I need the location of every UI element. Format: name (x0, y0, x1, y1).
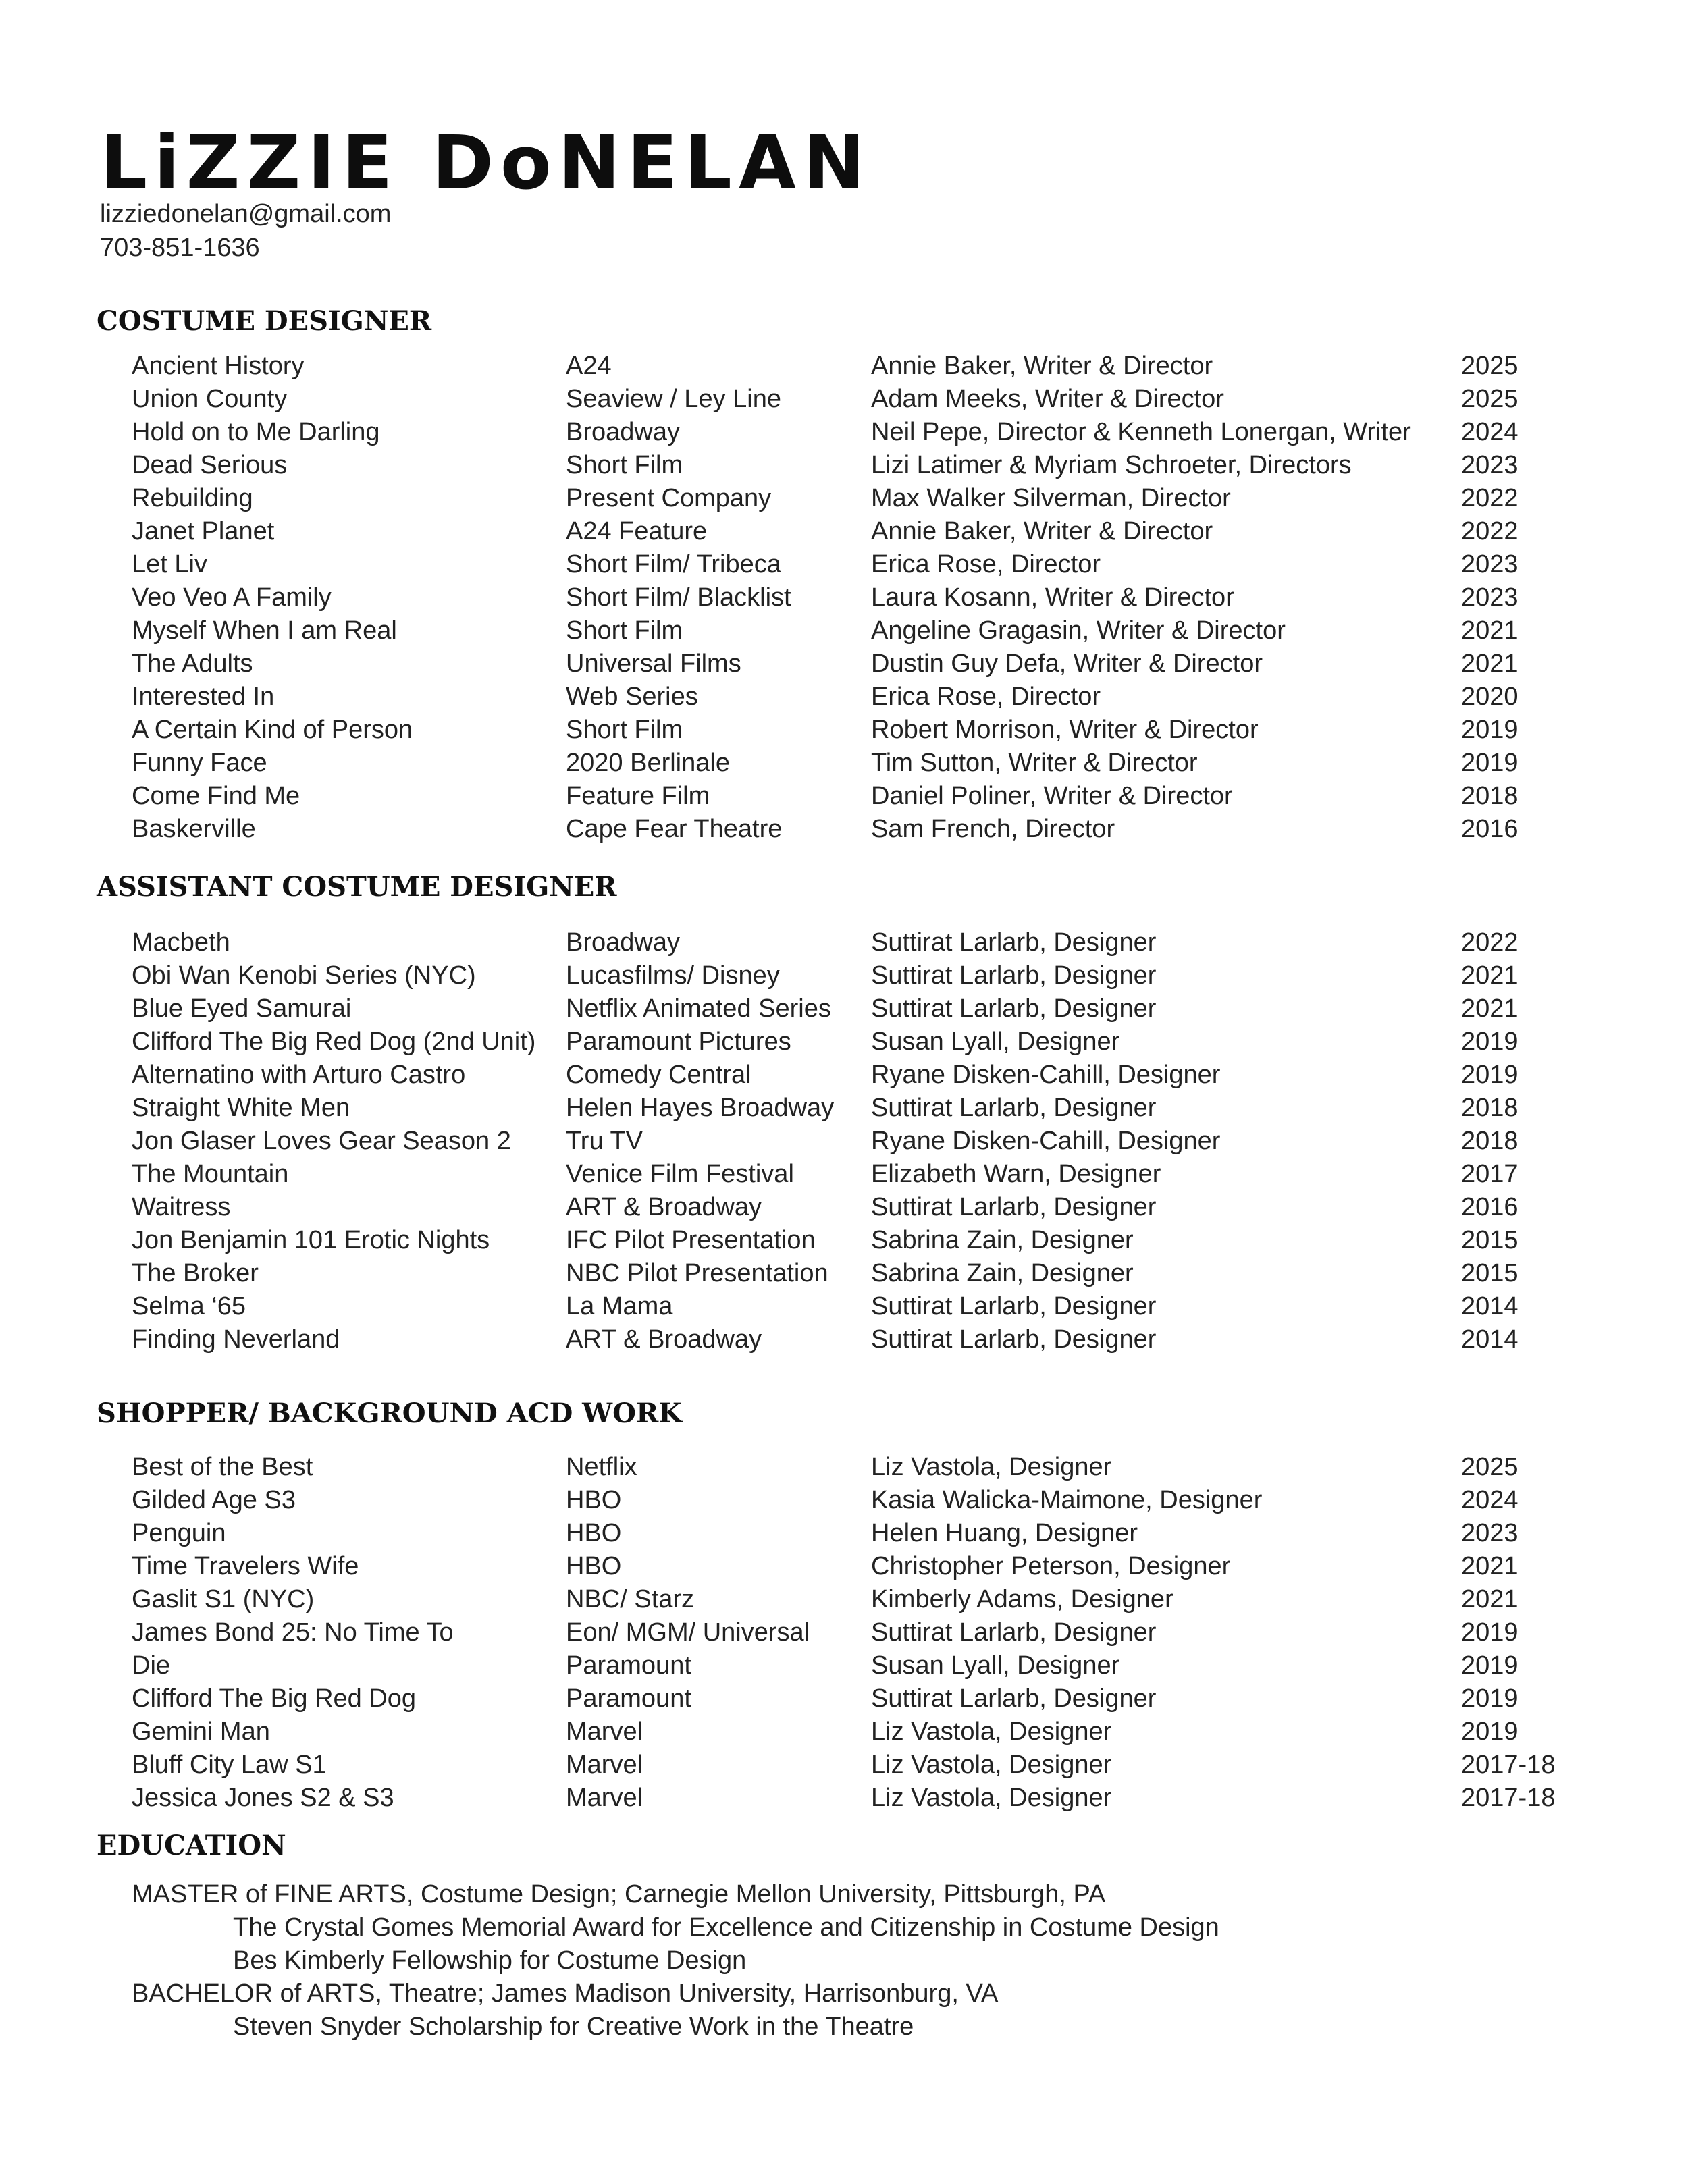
credit-year: 2025 (1461, 1453, 1519, 1481)
credit-year: 2019 (1461, 1684, 1519, 1713)
education-mfa: MASTER of FINE ARTS, Costume Design; Carnegie Mellon University, Pittsburgh, PA (132, 1880, 1106, 1909)
credit-director: Suttirat Larlarb, Designer (871, 1193, 1157, 1221)
credit-year: 2023 (1461, 451, 1519, 479)
credit-row (0, 583, 1688, 616)
education-mfa-fellowship: Bes Kimberly Fellowship for Costume Design (233, 1946, 747, 1975)
credit-director: Ryane Disken-Cahill, Designer (871, 1127, 1221, 1155)
credit-company: Netflix (566, 1453, 637, 1481)
credit-director: Suttirat Larlarb, Designer (871, 961, 1157, 990)
credit-company: A24 (566, 352, 612, 380)
credit-director: Suttirat Larlarb, Designer (871, 1684, 1157, 1713)
credit-row (0, 1552, 1688, 1585)
credit-title: Selma ‘65 (132, 1292, 246, 1321)
credit-title: Finding Neverland (132, 1325, 340, 1354)
credit-title: Bluff City Law S1 (132, 1751, 327, 1779)
credit-title: Ancient History (132, 352, 305, 380)
credit-title: Gemini Man (132, 1717, 270, 1746)
credit-director: Susan Lyall, Designer (871, 1028, 1120, 1056)
credit-director: Elizabeth Warn, Designer (871, 1160, 1161, 1188)
credit-director: Angeline Gragasin, Writer & Director (871, 616, 1286, 645)
credit-company: Paramount Pictures (566, 1028, 791, 1056)
credit-director: Sabrina Zain, Designer (871, 1226, 1134, 1254)
credit-row (0, 517, 1688, 550)
credit-row (0, 749, 1688, 782)
section-title-education: EDUCATION (97, 1830, 286, 1861)
credit-company: IFC Pilot Presentation (566, 1226, 816, 1254)
credit-company: HBO (566, 1519, 622, 1547)
credit-year: 2014 (1461, 1292, 1519, 1321)
credit-year: 2019 (1461, 1028, 1519, 1056)
credit-title: Macbeth (132, 928, 230, 957)
credit-title: Penguin (132, 1519, 226, 1547)
credit-title: Jon Benjamin 101 Erotic Nights (132, 1226, 490, 1254)
credit-row (0, 1651, 1688, 1684)
credit-row (0, 1127, 1688, 1160)
credit-row (0, 1585, 1688, 1618)
credit-row (0, 418, 1688, 451)
credit-director: Sam French, Director (871, 815, 1115, 843)
credit-row (0, 1061, 1688, 1094)
credit-year: 2016 (1461, 815, 1519, 843)
credit-company: Lucasfilms/ Disney (566, 961, 780, 990)
credit-company: Short Film/ Blacklist (566, 583, 791, 612)
education-ba-scholarship: Steven Snyder Scholarship for Creative Work in the Theatre (233, 2013, 914, 2041)
credit-row (0, 928, 1688, 961)
credit-company: Short Film (566, 716, 683, 744)
credit-year: 2024 (1461, 1486, 1519, 1514)
credit-title: Gilded Age S3 (132, 1486, 296, 1514)
credit-title: Hold on to Me Darling (132, 418, 380, 446)
credit-row (0, 385, 1688, 418)
credit-director: Suttirat Larlarb, Designer (871, 994, 1157, 1023)
section-title-assistant-costume-designer: ASSISTANT COSTUME DESIGNER (97, 871, 617, 903)
credit-title: Union County (132, 385, 288, 413)
credit-title: Veo Veo A Family (132, 583, 332, 612)
credit-row (0, 1618, 1688, 1651)
section-title-shopper-background: SHOPPER/ BACKGROUND ACD WORK (97, 1397, 682, 1429)
email-text: lizziedonelan@gmail.com (100, 200, 392, 228)
credit-director: Suttirat Larlarb, Designer (871, 928, 1157, 957)
credit-row (0, 782, 1688, 815)
credit-year: 2019 (1461, 749, 1519, 777)
credit-year: 2022 (1461, 928, 1519, 957)
credit-director: Laura Kosann, Writer & Director (871, 583, 1234, 612)
credit-row (0, 550, 1688, 583)
credit-title: Dead Serious (132, 451, 288, 479)
credit-year: 2014 (1461, 1325, 1519, 1354)
credit-company: Helen Hayes Broadway (566, 1094, 835, 1122)
credit-director: Suttirat Larlarb, Designer (871, 1094, 1157, 1122)
credit-year: 2023 (1461, 550, 1519, 579)
credit-year: 2025 (1461, 352, 1519, 380)
credit-title: The Adults (132, 649, 253, 678)
resume-name: LiZZIE DoNELAN (100, 119, 872, 206)
credit-title: Baskerville (132, 815, 256, 843)
credit-company: Netflix Animated Series (566, 994, 831, 1023)
credit-title: Come Find Me (132, 782, 300, 810)
credit-title: Funny Face (132, 749, 267, 777)
credit-row (0, 716, 1688, 749)
credit-row (0, 1684, 1688, 1717)
credit-year: 2018 (1461, 1094, 1519, 1122)
credit-director: Annie Baker, Writer & Director (871, 352, 1213, 380)
credit-company: 2020 Berlinale (566, 749, 730, 777)
credit-year: 2022 (1461, 484, 1519, 512)
credit-year: 2019 (1461, 1061, 1519, 1089)
credit-year: 2017-18 (1461, 1784, 1556, 1812)
credit-year: 2021 (1461, 994, 1519, 1023)
credit-title: Clifford The Big Red Dog (132, 1684, 417, 1713)
credit-director: Dustin Guy Defa, Writer & Director (871, 649, 1263, 678)
credit-company: Universal Films (566, 649, 741, 678)
credit-director: Erica Rose, Director (871, 550, 1101, 579)
credit-company: Marvel (566, 1784, 643, 1812)
credit-company: Broadway (566, 928, 680, 957)
credit-row (0, 1717, 1688, 1751)
credit-company: Short Film (566, 616, 683, 645)
credit-director: Liz Vastola, Designer (871, 1751, 1112, 1779)
credit-company: HBO (566, 1552, 622, 1580)
credit-title: Blue Eyed Samurai (132, 994, 352, 1023)
credit-title: Obi Wan Kenobi Series (NYC) (132, 961, 476, 990)
credit-row (0, 451, 1688, 484)
credit-director: Daniel Poliner, Writer & Director (871, 782, 1233, 810)
credit-row (0, 1751, 1688, 1784)
credit-company: NBC/ Starz (566, 1585, 695, 1614)
credit-title: Gaslit S1 (NYC) (132, 1585, 315, 1614)
credit-company: Marvel (566, 1717, 643, 1746)
credit-year: 2018 (1461, 782, 1519, 810)
credit-company: Cape Fear Theatre (566, 815, 783, 843)
credit-director: Erica Rose, Director (871, 683, 1101, 711)
credit-row (0, 961, 1688, 994)
credit-company: La Mama (566, 1292, 673, 1321)
credit-row (0, 1094, 1688, 1127)
credit-company: HBO (566, 1486, 622, 1514)
credit-year: 2020 (1461, 683, 1519, 711)
credit-company: Tru TV (566, 1127, 643, 1155)
education-ba: BACHELOR of ARTS, Theatre; James Madison University, Harrisonburg, VA (132, 1979, 999, 2008)
credit-title: Jessica Jones S2 & S3 (132, 1784, 394, 1812)
credit-company: Present Company (566, 484, 772, 512)
credit-director: Liz Vastola, Designer (871, 1784, 1112, 1812)
credit-title: Best of the Best (132, 1453, 313, 1481)
credit-company: Marvel (566, 1751, 643, 1779)
credit-director: Ryane Disken-Cahill, Designer (871, 1061, 1221, 1089)
credit-title: Rebuilding (132, 484, 253, 512)
credit-director: Susan Lyall, Designer (871, 1651, 1120, 1680)
section-title-costume-designer: COSTUME DESIGNER (97, 305, 432, 337)
credit-year: 2019 (1461, 1618, 1519, 1647)
credit-company: NBC Pilot Presentation (566, 1259, 828, 1287)
credit-year: 2023 (1461, 583, 1519, 612)
credit-company: Seaview / Ley Line (566, 385, 781, 413)
credit-title: Myself When I am Real (132, 616, 397, 645)
credit-row (0, 1784, 1688, 1817)
credit-company: Paramount (566, 1684, 691, 1713)
credit-director: Helen Huang, Designer (871, 1519, 1138, 1547)
credit-title: Let Liv (132, 550, 207, 579)
credit-company: Broadway (566, 418, 680, 446)
credit-title: Jon Glaser Loves Gear Season 2 (132, 1127, 511, 1155)
credit-row (0, 683, 1688, 716)
credit-title: Alternatino with Arturo Castro (132, 1061, 466, 1089)
credit-row (0, 1486, 1688, 1519)
credit-year: 2018 (1461, 1127, 1519, 1155)
credit-row (0, 1193, 1688, 1226)
credit-company: Paramount (566, 1651, 691, 1680)
credit-year: 2025 (1461, 385, 1519, 413)
credit-year: 2019 (1461, 1651, 1519, 1680)
credit-row (0, 994, 1688, 1028)
credit-year: 2019 (1461, 716, 1519, 744)
credit-company: Short Film/ Tribeca (566, 550, 781, 579)
credit-company: Eon/ MGM/ Universal (566, 1618, 810, 1647)
credit-director: Sabrina Zain, Designer (871, 1259, 1134, 1287)
credit-director: Suttirat Larlarb, Designer (871, 1292, 1157, 1321)
credit-year: 2021 (1461, 1552, 1519, 1580)
credit-row (0, 1028, 1688, 1061)
credit-year: 2015 (1461, 1259, 1519, 1287)
credit-company: ART & Broadway (566, 1325, 762, 1354)
credit-company: Feature Film (566, 782, 710, 810)
credit-title: Waitress (132, 1193, 231, 1221)
credit-year: 2019 (1461, 1717, 1519, 1746)
credit-title: Janet Planet (132, 517, 275, 545)
credit-director: Neil Pepe, Director & Kenneth Lonergan, Writer (871, 418, 1411, 446)
credit-row (0, 1453, 1688, 1486)
credit-company: Web Series (566, 683, 698, 711)
credit-director: Liz Vastola, Designer (871, 1453, 1112, 1481)
credit-title: Straight White Men (132, 1094, 350, 1122)
credit-director: Adam Meeks, Writer & Director (871, 385, 1224, 413)
credit-year: 2022 (1461, 517, 1519, 545)
credit-row (0, 352, 1688, 385)
credit-year: 2021 (1461, 649, 1519, 678)
credit-year: 2017-18 (1461, 1751, 1556, 1779)
credit-title: The Broker (132, 1259, 259, 1287)
credit-company: Comedy Central (566, 1061, 751, 1089)
credit-year: 2015 (1461, 1226, 1519, 1254)
credit-company: Venice Film Festival (566, 1160, 794, 1188)
credit-title: Clifford The Big Red Dog (2nd Unit) (132, 1028, 536, 1056)
credit-title: A Certain Kind of Person (132, 716, 413, 744)
credit-year: 2024 (1461, 418, 1519, 446)
credit-title: Die (132, 1651, 171, 1680)
credit-director: Liz Vastola, Designer (871, 1717, 1112, 1746)
credit-director: Annie Baker, Writer & Director (871, 517, 1213, 545)
credit-director: Suttirat Larlarb, Designer (871, 1325, 1157, 1354)
credit-title: The Mountain (132, 1160, 289, 1188)
credit-director: Christopher Peterson, Designer (871, 1552, 1231, 1580)
credit-year: 2016 (1461, 1193, 1519, 1221)
credit-director: Max Walker Silverman, Director (871, 484, 1231, 512)
credit-row (0, 1226, 1688, 1259)
credit-row (0, 815, 1688, 848)
credit-director: Robert Morrison, Writer & Director (871, 716, 1259, 744)
credit-row (0, 1160, 1688, 1193)
credit-title: Time Travelers Wife (132, 1552, 359, 1580)
credit-year: 2023 (1461, 1519, 1519, 1547)
credit-director: Lizi Latimer & Myriam Schroeter, Directors (871, 451, 1352, 479)
credit-title: James Bond 25: No Time To (132, 1618, 454, 1647)
phone-text: 703-851-1636 (100, 234, 260, 262)
credit-row (0, 484, 1688, 517)
credit-director: Suttirat Larlarb, Designer (871, 1618, 1157, 1647)
credit-row (0, 1519, 1688, 1552)
credit-year: 2021 (1461, 961, 1519, 990)
credit-director: Kasia Walicka-Maimone, Designer (871, 1486, 1263, 1514)
credit-row (0, 1259, 1688, 1292)
credit-director: Kimberly Adams, Designer (871, 1585, 1173, 1614)
education-mfa-award: The Crystal Gomes Memorial Award for Excellence and Citizenship in Costume Design (233, 1913, 1219, 1942)
credit-company: ART & Broadway (566, 1193, 762, 1221)
credit-year: 2021 (1461, 616, 1519, 645)
credit-row (0, 1325, 1688, 1358)
credit-row (0, 616, 1688, 649)
credit-year: 2021 (1461, 1585, 1519, 1614)
credit-year: 2017 (1461, 1160, 1519, 1188)
credit-title: Interested In (132, 683, 275, 711)
credit-row (0, 649, 1688, 683)
credit-company: Short Film (566, 451, 683, 479)
credit-row (0, 1292, 1688, 1325)
credit-company: A24 Feature (566, 517, 708, 545)
credit-director: Tim Sutton, Writer & Director (871, 749, 1198, 777)
